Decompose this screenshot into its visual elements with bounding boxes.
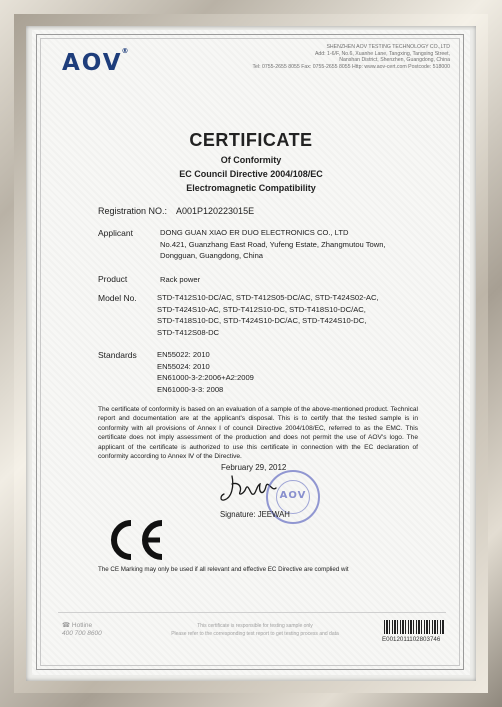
model-line: STD-T412S08-DC	[157, 327, 220, 337]
subtitle-emc: Electromagnetic Compatibility	[186, 183, 316, 193]
company-address-1: Add: 1-6/F, No.6, Xuanhe Lane, Tangxing, Tangxing Street,	[314, 50, 450, 57]
hotline-label: Hotline	[71, 622, 93, 629]
model-line: STD-T412S10-DC/AC, STD-T412S05-DC/AC, STD-T424S02-AC,	[157, 293, 379, 302]
barcode-number: E0012011102803746	[382, 636, 441, 643]
aov-logo: AOV®	[62, 47, 131, 76]
model-line: STD-T418S10-DC, STD-T424S10-DC/AC, STD-T424S10-DC,	[157, 316, 367, 325]
model-label: Model No.	[98, 293, 137, 303]
footer-note-line: This certificate is responsible for testing sample only	[197, 623, 313, 629]
standard-item: EN61000-3-2:2006+A2:2009	[157, 373, 254, 382]
standard-item: EN61000-3-3: 2008	[157, 384, 224, 394]
standard-item: EN55022: 2010	[157, 350, 210, 359]
applicant-line: DONG GUAN XIAO ER DUO ELECTRONICS CO., LTD	[160, 228, 349, 237]
company-name: SHENZHEN AOV TESTING TECHNOLOGY CO.,LTD	[326, 44, 450, 50]
applicant-value	[160, 227, 386, 262]
product-value: Rack power	[160, 275, 201, 284]
aov-seal-text: AOV	[279, 490, 307, 501]
applicant-line: No.421, Guanzhang East Road, Yufeng Estate, Zhangmutou Town,	[160, 239, 386, 249]
conformity-statement: The certificate of conformity is based on an evaluation of a sample of the above-mentioned product. Technical report and documentation are at the applicant's disposal. This is to certify that the tested sample is in conformity with all provisions of Annex I of council Directive 2004/108/EC, referred to as the EMC. This certificate does not imply assessment of the production and does not permit the use of AOV's logo. The applicant of the certificate is authorized to use this certificate in connection with the EC declaration of conformity according to Annex Ⅳ of the Directive.	[98, 406, 418, 461]
applicant-label: Applicant	[98, 228, 133, 238]
subtitle-directive: EC Council Directive 2004/108/EC	[179, 169, 323, 179]
hotline	[62, 622, 102, 637]
standards-list	[157, 349, 254, 395]
issue-date: February 29, 2012	[221, 463, 287, 472]
company-address-2: Nanshan District, Shenzhen, Guangdong, China	[339, 57, 450, 64]
footer-note-line: Please refer to the corresponding test report to get testing process and data	[171, 631, 339, 637]
registration-label: Registration NO.:	[98, 206, 168, 216]
ce-mark-icon	[104, 518, 166, 562]
ce-marking-note: The CE Marking may only be used if all relevant and effective EC Directive are complied wit	[98, 566, 349, 573]
company-contact: Tel: 0755-2655 8055 Fax: 0755-2655 8055 Http: www.aov-cert.com Postcode: 518000	[252, 63, 450, 70]
subtitle-conformity: Of Conformity	[220, 155, 282, 165]
certificate-title: CERTIFICATE	[189, 130, 313, 150]
hotline-number: 400 700 8600	[62, 629, 102, 637]
registration-value: A001P120223015E	[176, 206, 255, 216]
standard-item: EN55024: 2010	[157, 361, 210, 371]
company-header	[250, 44, 450, 70]
model-line: STD-T424S10-AC, STD-T412S10-DC, STD-T418S10-DC/AC,	[157, 304, 366, 314]
barcode	[384, 620, 444, 634]
product-label: Product	[98, 274, 128, 284]
phone-icon: ☎	[62, 622, 71, 629]
applicant-line: Dongguan, Guangdong, China	[160, 251, 264, 260]
signature-label: Signature: JEEWAH	[220, 510, 290, 519]
footer-note	[150, 622, 360, 638]
model-list	[157, 292, 379, 338]
standards-label: Standards	[98, 350, 137, 360]
footer-divider	[58, 612, 446, 613]
